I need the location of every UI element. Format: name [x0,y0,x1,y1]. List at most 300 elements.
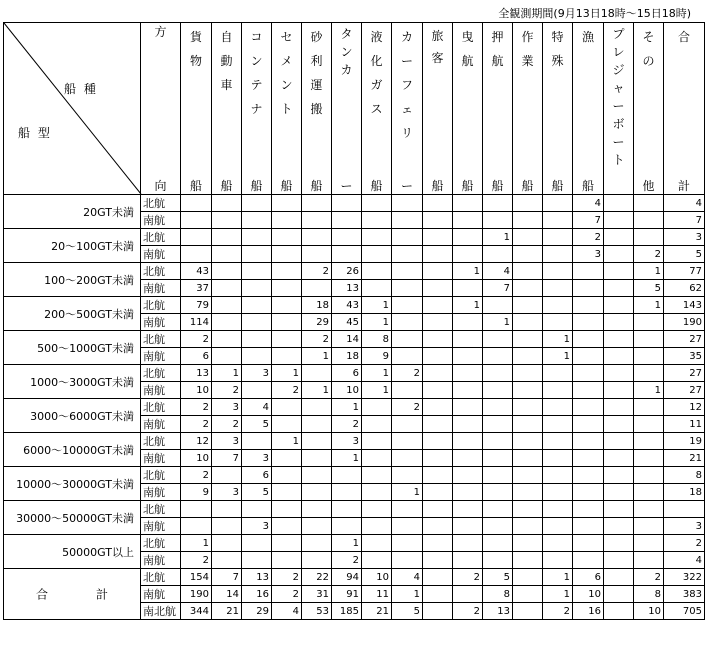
value-cell: 13 [483,603,513,620]
value-cell: 37 [181,280,212,297]
value-cell: 2 [181,399,212,416]
value-cell: 10 [573,586,604,603]
size-category-label: 1000～3000GT未満 [4,365,141,399]
value-cell [362,450,392,467]
value-cell [634,450,664,467]
value-cell [513,484,543,501]
value-cell [543,195,573,212]
value-cell [604,246,634,263]
value-cell: 7 [212,569,242,586]
value-cell [453,518,483,535]
size-category-label: 100～200GT未満 [4,263,141,297]
value-cell: 3 [242,450,272,467]
size-category-label: 30000～50000GT未満 [4,501,141,535]
value-cell [604,586,634,603]
value-cell [453,382,483,399]
value-cell [513,501,543,518]
value-cell [423,280,453,297]
value-cell [272,484,302,501]
value-cell: 10 [634,603,664,620]
ship-type-label: 船 型 [18,126,52,140]
value-cell [573,365,604,382]
total-label-right: 計 [96,587,109,602]
value-cell [543,365,573,382]
value-cell [242,297,272,314]
value-cell [664,501,705,518]
value-cell: 53 [302,603,332,620]
value-cell [362,229,392,246]
value-cell [513,467,543,484]
value-cell [181,195,212,212]
table-row [4,263,705,280]
value-cell: 1 [392,586,423,603]
value-cell: 1 [543,586,573,603]
value-cell [634,552,664,569]
value-cell [242,433,272,450]
value-cell [362,399,392,416]
value-cell: 114 [181,314,212,331]
value-cell: 1 [453,263,483,280]
value-cell: 13 [181,365,212,382]
value-cell: 62 [664,280,705,297]
value-cell: 2 [181,467,212,484]
value-cell [272,246,302,263]
value-cell [212,246,242,263]
column-header-bottom: 船 [189,179,202,193]
value-cell [392,263,423,280]
column-header-bottom: 船 [461,179,474,193]
value-cell: 35 [664,348,705,365]
value-cell [423,382,453,399]
value-cell [604,552,634,569]
total-label-left: 合 [36,587,49,602]
value-cell: 1 [543,348,573,365]
value-cell [423,552,453,569]
value-cell [483,382,513,399]
value-cell: 79 [181,297,212,314]
column-header [543,23,573,195]
direction-cell: 北航 [141,501,181,518]
value-cell [453,331,483,348]
value-cell [513,263,543,280]
value-cell: 3 [573,246,604,263]
value-cell: 1 [181,535,212,552]
value-cell: 12 [664,399,705,416]
value-cell [573,535,604,552]
value-cell [423,535,453,552]
value-cell [634,467,664,484]
value-cell [513,195,543,212]
value-cell: 2 [212,416,242,433]
value-cell [604,501,634,518]
value-cell: 21 [362,603,392,620]
value-cell [423,484,453,501]
observation-period: 全観測期間(9月13日18時～15日18時) [498,7,691,20]
column-header [604,23,634,195]
value-cell [483,348,513,365]
value-cell [573,331,604,348]
value-cell: 344 [181,603,212,620]
direction-cell: 北航 [141,433,181,450]
value-cell: 16 [242,586,272,603]
value-cell [272,212,302,229]
value-cell: 2 [543,603,573,620]
size-category-label: 500～1000GT未満 [4,331,141,365]
value-cell [272,314,302,331]
value-cell [242,382,272,399]
column-header [634,23,664,195]
value-cell [181,212,212,229]
column-header-bottom: ー [340,179,353,193]
value-cell: 2 [332,416,362,433]
direction-cell: 北航 [141,297,181,314]
value-cell [573,433,604,450]
value-cell [543,280,573,297]
value-cell [604,603,634,620]
value-cell: 1 [543,331,573,348]
total-label-cell [4,569,141,620]
value-cell: 1 [362,297,392,314]
value-cell: 3 [212,433,242,450]
value-cell [573,263,604,280]
value-cell: 322 [664,569,705,586]
size-category-label: 50000GT以上 [4,535,141,569]
value-cell [483,331,513,348]
value-cell [634,518,664,535]
value-cell [423,450,453,467]
value-cell: 6 [242,467,272,484]
column-header-top: 貨 物 [189,30,202,68]
value-cell: 4 [573,195,604,212]
direction-cell: 北航 [141,229,181,246]
value-cell [423,569,453,586]
value-cell [423,365,453,382]
value-cell [604,297,634,314]
value-cell: 2 [302,331,332,348]
column-header-bottom: 船 [431,179,444,193]
value-cell: 143 [664,297,705,314]
value-cell [392,331,423,348]
table-row [4,433,705,450]
value-cell [392,348,423,365]
value-cell: 18 [664,484,705,501]
value-cell [573,297,604,314]
value-cell: 2 [453,569,483,586]
direction-header [141,23,181,195]
value-cell [543,433,573,450]
value-cell [302,518,332,535]
column-header [453,23,483,195]
value-cell [423,603,453,620]
direction-header-bottom: 向 [154,179,167,193]
column-header-top: 特 殊 [551,30,564,68]
value-cell: 5 [483,569,513,586]
value-cell [212,195,242,212]
value-cell [513,382,543,399]
value-cell [302,484,332,501]
value-cell [634,348,664,365]
value-cell [513,280,543,297]
value-cell [453,433,483,450]
column-header [362,23,392,195]
value-cell [604,348,634,365]
value-cell: 5 [392,603,423,620]
value-cell [423,195,453,212]
value-cell [573,348,604,365]
direction-cell: 南航 [141,246,181,263]
value-cell [302,535,332,552]
value-cell [272,399,302,416]
column-header-top: 作 業 [521,30,534,68]
value-cell [212,535,242,552]
value-cell: 14 [332,331,362,348]
value-cell [423,467,453,484]
value-cell: 4 [483,263,513,280]
value-cell [302,229,332,246]
value-cell [543,382,573,399]
value-cell [604,365,634,382]
value-cell [272,229,302,246]
column-header-bottom: 船 [220,179,233,193]
column-header [332,23,362,195]
value-cell [362,535,392,552]
value-cell [423,314,453,331]
value-cell [483,399,513,416]
value-cell [392,195,423,212]
value-cell: 7 [664,212,705,229]
value-cell: 19 [664,433,705,450]
value-cell: 1 [302,382,332,399]
value-cell: 2 [634,246,664,263]
value-cell [302,416,332,433]
value-cell: 7 [573,212,604,229]
value-cell [483,195,513,212]
column-header-top: 旅 客 [431,29,444,65]
value-cell [573,552,604,569]
direction-cell: 南航 [141,382,181,399]
value-cell: 26 [332,263,362,280]
value-cell: 11 [362,586,392,603]
value-cell [332,212,362,229]
column-header [664,23,705,195]
value-cell [483,535,513,552]
value-cell [453,450,483,467]
value-cell: 2 [392,365,423,382]
value-cell [212,501,242,518]
value-cell: 2 [302,263,332,280]
value-cell: 8 [362,331,392,348]
value-cell [634,501,664,518]
value-cell [272,450,302,467]
value-cell [453,365,483,382]
size-category-label: 10000～30000GT未満 [4,467,141,501]
value-cell [453,501,483,518]
value-cell: 14 [212,586,242,603]
value-cell [362,416,392,433]
value-cell: 1 [453,297,483,314]
value-cell: 1 [634,297,664,314]
column-header-bottom: 船 [250,179,263,193]
column-header [483,23,513,195]
value-cell: 21 [664,450,705,467]
value-cell [302,450,332,467]
value-cell: 2 [272,586,302,603]
value-cell [483,416,513,433]
value-cell [302,212,332,229]
value-cell [302,195,332,212]
column-header-bottom: 船 [581,179,594,193]
direction-cell: 北航 [141,331,181,348]
value-cell [543,484,573,501]
table-row [4,331,705,348]
table-row [4,467,705,484]
corner-cell [4,23,141,195]
value-cell [604,416,634,433]
value-cell [513,518,543,535]
value-cell: 4 [392,569,423,586]
value-cell: 10 [181,382,212,399]
value-cell [604,280,634,297]
value-cell: 705 [664,603,705,620]
value-cell [483,518,513,535]
value-cell [212,518,242,535]
value-cell: 10 [332,382,362,399]
value-cell: 1 [362,365,392,382]
column-header-bottom: 船 [370,179,383,193]
value-cell [423,212,453,229]
value-cell [242,280,272,297]
value-cell: 4 [272,603,302,620]
value-cell [604,212,634,229]
value-cell [362,518,392,535]
column-header-bottom: 船 [310,179,323,193]
value-cell [453,586,483,603]
value-cell [634,331,664,348]
value-cell [242,195,272,212]
value-cell [543,314,573,331]
direction-cell: 北航 [141,569,181,586]
value-cell [212,280,242,297]
value-cell [513,416,543,433]
value-cell [513,212,543,229]
value-cell: 7 [483,280,513,297]
direction-cell: 南航 [141,416,181,433]
column-header-top: 押 航 [491,30,504,68]
value-cell [453,280,483,297]
direction-cell: 北航 [141,365,181,382]
value-cell [272,297,302,314]
value-cell [573,467,604,484]
value-cell [483,450,513,467]
column-header-bottom: 船 [551,179,564,193]
value-cell [483,365,513,382]
direction-cell: 南航 [141,280,181,297]
column-header-bottom: 船 [280,179,293,193]
value-cell: 1 [272,433,302,450]
value-cell [453,484,483,501]
value-cell [392,382,423,399]
value-cell: 1 [483,314,513,331]
value-cell [513,552,543,569]
value-cell: 383 [664,586,705,603]
value-cell: 1 [332,450,362,467]
value-cell: 190 [181,586,212,603]
direction-cell: 北航 [141,263,181,280]
value-cell [392,467,423,484]
value-cell [453,195,483,212]
value-cell [362,467,392,484]
direction-cell: 南航 [141,484,181,501]
column-header [302,23,332,195]
value-cell [212,331,242,348]
value-cell [332,195,362,212]
value-cell [392,552,423,569]
value-cell [362,263,392,280]
value-cell: 18 [302,297,332,314]
value-cell: 1 [302,348,332,365]
value-cell: 22 [302,569,332,586]
value-cell [212,297,242,314]
value-cell: 13 [242,569,272,586]
value-cell [272,535,302,552]
value-cell [242,246,272,263]
direction-cell: 北航 [141,535,181,552]
value-cell: 10 [362,569,392,586]
value-cell [543,416,573,433]
value-cell: 2 [272,382,302,399]
value-cell [513,297,543,314]
direction-cell: 南航 [141,552,181,569]
value-cell: 2 [392,399,423,416]
value-cell [181,246,212,263]
value-cell [242,263,272,280]
column-header-top: 砂 利 運 搬 [310,30,323,116]
value-cell [634,433,664,450]
value-cell [212,552,242,569]
value-cell [543,212,573,229]
value-cell [423,229,453,246]
diagonal-divider [4,23,141,194]
column-header-top: そ の [642,30,655,68]
value-cell [302,552,332,569]
value-cell: 9 [181,484,212,501]
value-cell: 9 [362,348,392,365]
value-cell [362,433,392,450]
value-cell: 3 [242,365,272,382]
value-cell [453,314,483,331]
value-cell [573,399,604,416]
value-cell [423,501,453,518]
column-header-top: 漁 [581,30,594,44]
value-cell [392,297,423,314]
value-cell: 1 [362,382,392,399]
value-cell [302,501,332,518]
value-cell [272,501,302,518]
value-cell: 1 [332,535,362,552]
value-cell [634,535,664,552]
value-cell [272,331,302,348]
column-header [513,23,543,195]
value-cell [272,467,302,484]
value-cell [392,501,423,518]
column-header [423,23,453,195]
value-cell [242,552,272,569]
value-cell [604,399,634,416]
value-cell: 5 [634,280,664,297]
value-cell [543,535,573,552]
value-cell [453,399,483,416]
value-cell [332,467,362,484]
